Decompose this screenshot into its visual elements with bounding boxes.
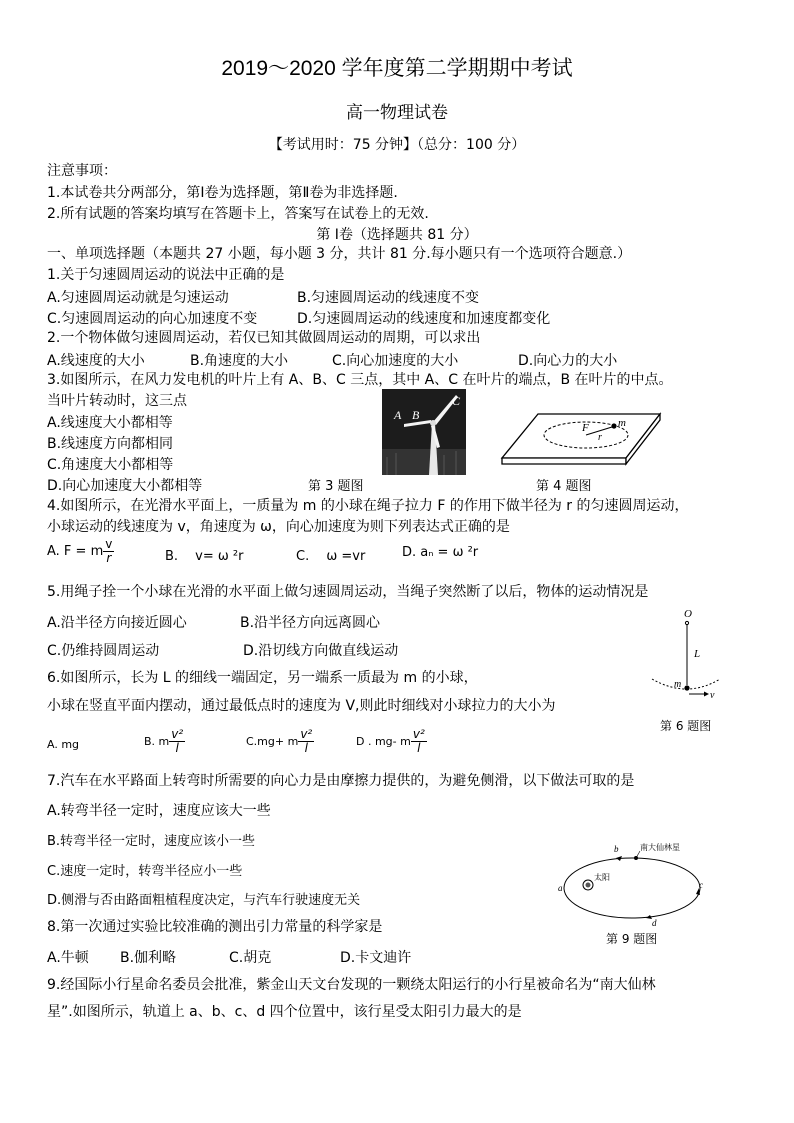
fig9-sun-label: 太阳 [594,873,610,882]
orbit-figure [556,836,706,928]
q4-option-a-prefix: A. F = m [47,544,104,559]
wind-turbine-figure [382,389,466,475]
q5-stem: 5.用绳子拴一个小球在光滑的水平面上做匀速圆周运动，当绳子突然断了以后，物体的运动情况是 [47,584,649,600]
fig3-caption: 第 3 题图 [308,479,364,494]
pendulum-figure [648,605,720,715]
q3-stem-cont: 当叶片转动时，这三点 [47,393,187,409]
q1-option-d: D.匀速圆周运动的线速度和加速度都变化 [297,311,551,327]
q1-option-c: C.匀速圆周运动的向心加速度不变 [47,311,258,327]
q8-stem: 8.第一次通过实验比较准确的测出引力常量的科学家是 [47,919,383,935]
q4-option-d: D. aₙ = ω ²r [402,545,479,560]
q3-option-c: C.角速度大小都相等 [47,457,174,473]
q5-option-b: B.沿半径方向远离圆心 [240,615,381,631]
q6-option-d-prefix: D . mg- m [356,735,411,748]
fig3-label-a: A [394,408,402,422]
q6-option-b-fraction [169,728,185,755]
q1-stem: 1.关于匀速圆周运动的说法中正确的是 [47,267,285,283]
fig6-label-v: v [710,690,715,701]
q6-option-d [356,728,427,755]
fig4-caption: 第 4 题图 [536,479,592,494]
fig6-label-m: m [674,679,682,690]
fig9-planet-label: 南大仙林星 [640,843,680,852]
q4-option-a-fraction [103,538,114,565]
fig9-caption: 第 9 题图 [606,932,658,946]
q3-option-d: D.向心加速度大小都相等 [47,478,203,494]
q1-option-a: A.匀速圆周运动就是匀速运动 [47,290,229,306]
q6-option-c [246,728,314,755]
q2-option-d: D.向心力的大小 [518,353,618,369]
q3-option-b: B.线速度方向都相同 [47,436,174,452]
q6-option-b-prefix: B. m [144,735,170,748]
fig6-caption: 第 6 题图 [660,719,712,733]
horizontal-plane-figure [498,398,666,472]
fig6-label-o: O [684,608,692,620]
q6-option-d-fraction [411,728,427,755]
q4-stem: 4.如图所示，在光滑水平面上，一质量为 m 的小球在绳子拉力 F 的作用下做半径为 r 的匀速圆周运动， [47,498,689,514]
fig3-label-c: C [452,394,461,408]
q6-option-c-fraction [298,728,314,755]
q2-stem: 2.一个物体做匀速圆周运动，若仅已知其做圆周运动的周期，可以求出 [47,330,481,346]
fraction-denominator: r [106,551,112,565]
q4-stem-cont: 小球运动的线速度为 v，角速度为 ω，向心加速度为则下列表达式正确的是 [47,519,510,535]
fig9-point-d: d [652,918,657,928]
q4-option-b: B. v= ω ²r [165,549,244,564]
fraction-numerator: v² [412,727,425,741]
fig4-label-r: r [598,432,602,443]
fraction-denominator: l [417,741,421,755]
q5-option-c: C.仍维持圆周运动 [47,643,160,659]
section-title: 第 Ⅰ卷（选择题共 81 分） [316,227,478,243]
fig4-label-m: m [618,417,626,429]
q8-option-d: D.卡文迪许 [340,950,412,966]
fraction-numerator: v [105,537,113,551]
fig4-label-f: F [582,422,589,434]
fraction-denominator: l [304,741,308,755]
q7-stem: 7.汽车在水平路面上转弯时所需要的向心力是由摩擦力提供的，为避免侧滑，以下做法可取的是 [47,773,635,789]
fig9-point-b: b [614,844,619,854]
q3-option-a: A.线速度大小都相等 [47,415,173,431]
fig6-label-l: L [694,648,701,660]
q9-stem: 9.经国际小行星命名委员会批准，紫金山天文台发现的一颗绕太阳运行的小行星被命名为“南大仙林 [47,977,656,993]
q6-option-b [144,728,185,755]
q2-option-c: C.向心加速度的大小 [332,353,459,369]
q9-stem-cont: 星”.如图所示，轨道上 a、b、c、d 四个位置中，该行星受太阳引力最大的是 [47,1004,522,1020]
note-item: 2.所有试题的答案均填写在答题卡上，答案写在试卷上的无效. [47,206,429,222]
q6-option-c-prefix: C.mg+ m [246,735,299,748]
q7-option-c: C.速度一定时，转弯半径应小一些 [47,864,243,879]
fig3-label-b: B [412,408,420,422]
exam-time: 【考试用时：75 分钟】（总分：100 分） [268,137,526,153]
fraction-numerator: v² [300,727,313,741]
q8-option-c: C.胡克 [229,950,272,966]
q2-option-a: A.线速度的大小 [47,353,145,369]
fraction-numerator: v² [171,727,184,741]
q8-option-a: A.牛顿 [47,950,89,966]
note-item: 1.本试卷共分两部分，第Ⅰ卷为选择题，第Ⅱ卷为非选择题. [47,185,398,201]
fig9-point-a: a [558,883,563,893]
q5-option-d: D.沿切线方向做直线运动 [243,643,399,659]
q7-option-b: B.转弯半径一定时，速度应该小一些 [47,834,256,849]
q5-option-a: A.沿半径方向接近圆心 [47,615,187,631]
q8-option-b: B.伽利略 [120,950,177,966]
notes-heading: 注意事项： [47,163,117,179]
q7-option-a: A.转弯半径一定时，速度应该大一些 [47,803,271,819]
exam-title: 2019～2020 学年度第二学期期中考试 [221,57,573,80]
q4-option-c: C. ω =vr [296,549,366,564]
q6-option-a: A. mg [47,738,80,751]
section-instruction: 一、单项选择题（本题共 27 小题，每小题 3 分，共计 81 分.每小题只有一个选项符合题意.） [47,246,632,262]
q1-option-b: B.匀速圆周运动的线速度不变 [297,290,480,306]
q3-stem: 3.如图所示，在风力发电机的叶片上有 A、B、C 三点，其中 A、C 在叶片的端点，B 在叶片的中点。 [47,372,673,388]
q2-option-b: B.角速度的大小 [190,353,289,369]
exam-subtitle: 高一物理试卷 [346,103,448,122]
q7-option-d: D.侧滑与否由路面粗植程度决定，与汽车行驶速度无关 [47,893,361,908]
fraction-denominator: l [175,741,179,755]
q6-stem: 6.如图所示，长为 L 的细线一端固定，另一端系一质最为 m 的小球， [47,670,478,686]
q6-stem-cont: 小球在竖直平面内摆动，通过最低点时的速度为 V,则此时细线对小球拉力的大小为 [47,698,556,714]
q4-option-a [47,538,114,565]
fig9-point-c: c [699,880,703,890]
